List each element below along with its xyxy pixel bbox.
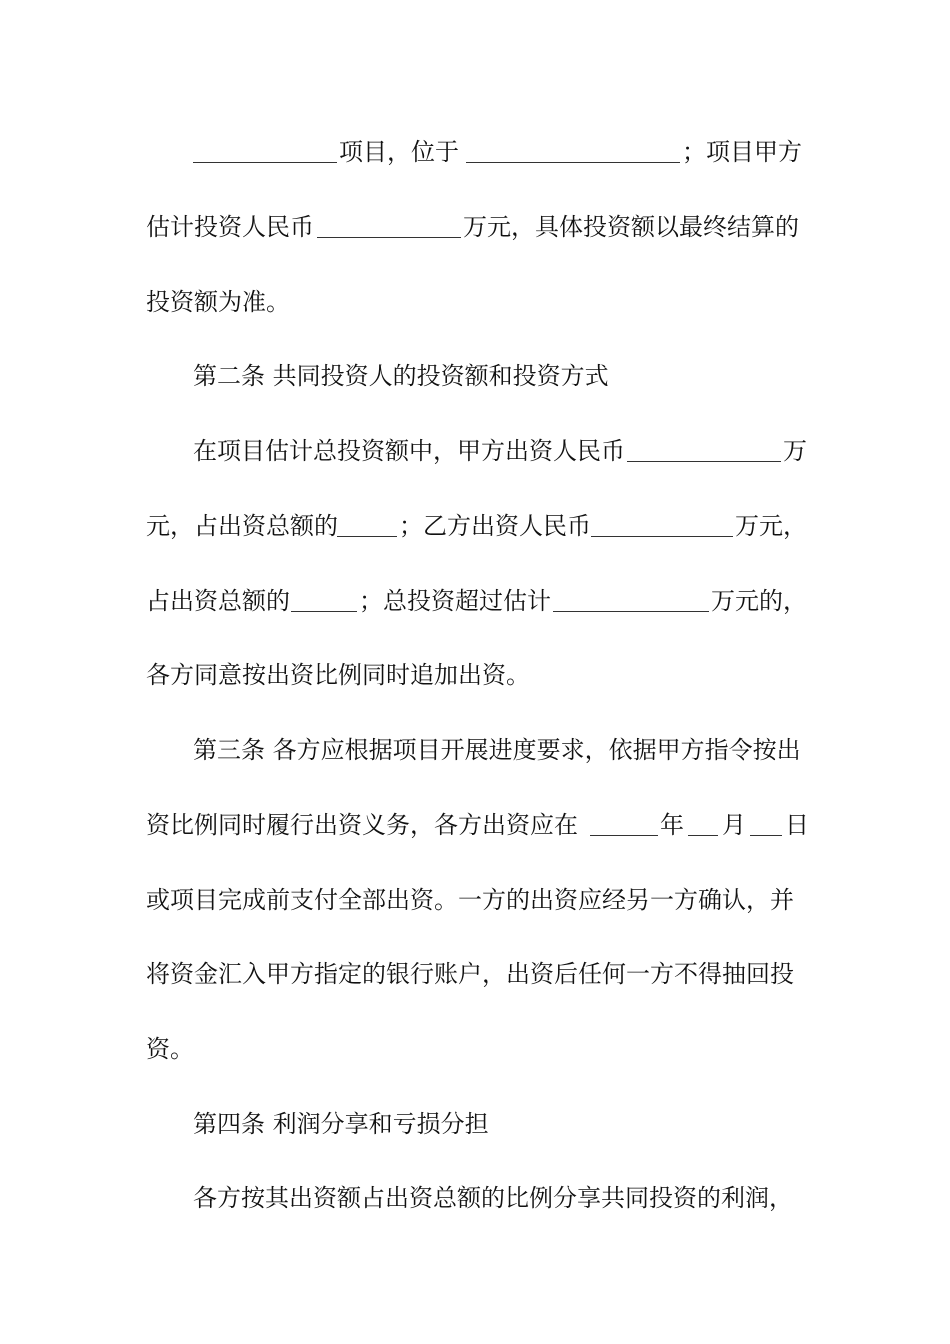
fill-in-blank — [193, 132, 337, 172]
line-text: 各方同意按出资比例同时追加出资。 — [146, 661, 530, 689]
fill-in-blank — [590, 805, 658, 845]
line-text: 第二条 共同投资人的投资额和投资方式 — [193, 362, 609, 390]
line-text: 估计投资人民币 — [146, 213, 314, 241]
fill-in-blank — [591, 506, 733, 546]
line-text: 资。 — [146, 1035, 194, 1063]
fill-in-blank — [337, 506, 397, 546]
line-text: 投资额为准。 — [146, 288, 290, 316]
fill-in-blank — [466, 132, 680, 172]
paragraph-line — [0, 282, 950, 322]
paragraph-line — [0, 431, 950, 471]
fill-in-blank — [627, 431, 781, 471]
line-text: 资比例同时履行出资义务，各方出资应在 — [146, 811, 578, 839]
line-text: ；项目甲方 — [682, 138, 802, 166]
line-text: 年 — [660, 811, 684, 839]
fill-in-blank — [317, 207, 461, 247]
line-text: 第三条 各方应根据项目开展进度要求，依据甲方指令按出 — [193, 736, 801, 764]
paragraph-line — [0, 805, 950, 845]
paragraph-line — [0, 207, 950, 247]
line-text: 或项目完成前支付全部出资。一方的出资应经另一方确认，并 — [146, 886, 794, 914]
paragraph-line — [0, 1178, 950, 1218]
fill-in-blank — [750, 805, 782, 845]
line-text: 万元的， — [711, 587, 807, 615]
line-text: 第四条 利润分享和亏损分担 — [193, 1110, 489, 1138]
line-text: 在项目估计总投资额中，甲方出资人民币 — [193, 437, 625, 465]
line-text: 万元， — [735, 512, 807, 540]
line-text: 万元，具体投资额以最终结算的 — [463, 213, 799, 241]
line-text: 项目，位于 — [339, 138, 459, 166]
line-text: ；总投资超过估计 — [359, 587, 551, 615]
line-text: 万 — [783, 437, 807, 465]
fill-in-blank — [688, 805, 718, 845]
line-text: 元，占出资总额的 — [146, 512, 338, 540]
paragraph-line — [0, 581, 950, 621]
paragraph-line — [0, 506, 950, 546]
line-text: 月 — [722, 811, 746, 839]
paragraph-line — [0, 132, 950, 172]
line-text: 将资金汇入甲方指定的银行账户，出资后任何一方不得抽回投 — [146, 960, 794, 988]
paragraph-line — [0, 954, 950, 994]
fill-in-blank — [553, 581, 709, 621]
article-heading — [0, 1104, 950, 1144]
line-text: 各方按其出资额占出资总额的比例分享共同投资的利润， — [193, 1184, 793, 1212]
line-text: ；乙方出资人民币 — [399, 512, 591, 540]
line-text: 占出资总额的 — [146, 587, 290, 615]
fill-in-blank — [291, 581, 357, 621]
line-text: 日 — [785, 811, 809, 839]
paragraph-line — [0, 1029, 950, 1069]
paragraph-line — [0, 880, 950, 920]
paragraph-line — [0, 655, 950, 695]
article-heading — [0, 730, 950, 770]
article-heading — [0, 356, 950, 396]
